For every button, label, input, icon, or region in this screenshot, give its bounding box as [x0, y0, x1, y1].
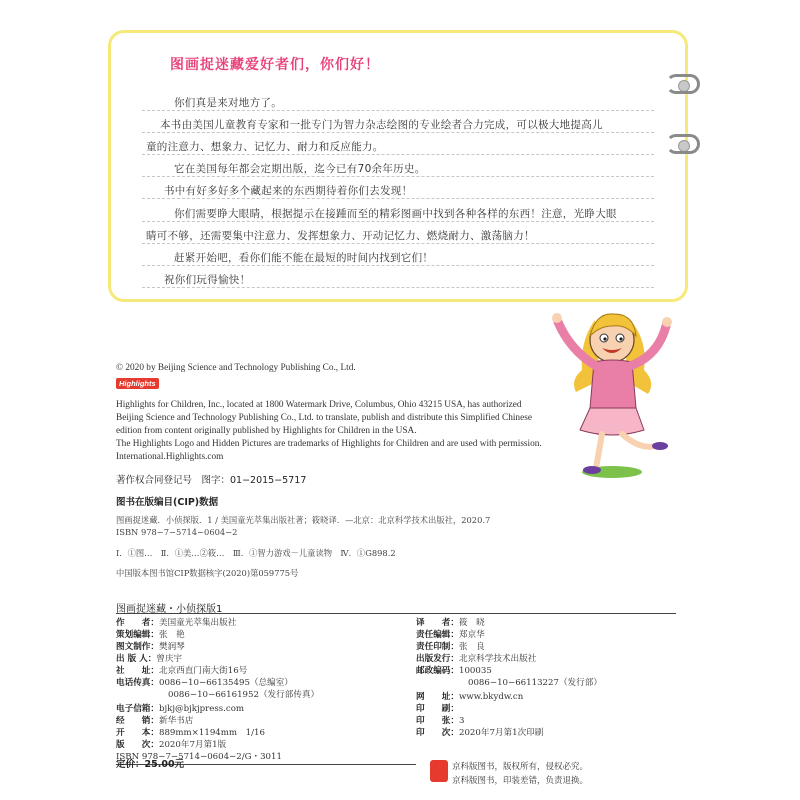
book-title: 图画捉迷藏・小侦探版1: [116, 604, 223, 615]
info-row: 责任编辑：郑京华: [416, 630, 485, 640]
note-line-7: 睛可不够，还需要集中注意力、发挥想象力、开动记忆力、燃烧耐力、激荡脑力！: [146, 230, 535, 242]
info-row: 责任印制：张 良: [416, 642, 485, 652]
info-row: 经 销：新华书店: [116, 716, 194, 726]
rights-line: Highlights for Children, Inc., located at 1800 Watermark Drive, Columbus, Ohio 43215 USA, has authorized: [116, 400, 522, 410]
note-line-1: 你们真是来对地方了。: [174, 97, 282, 109]
cip-heading: 图书在版编目(CIP)数据: [116, 497, 219, 508]
copyright-line: © 2020 by Beijing Science and Technology Publishing Co., Ltd.: [116, 363, 356, 373]
note-title: 图画捉迷藏爱好者们，你们好！: [170, 57, 380, 73]
copyright-registration: 著作权合同登记号 图字：01−2015−5717: [116, 475, 307, 486]
info-row: 0086−10−66161952（发行部传真）: [168, 690, 320, 700]
rights-line: International.Highlights.com: [116, 452, 224, 462]
note-line-3: 童的注意力、想象力、记忆力、耐力和反应能力。: [146, 141, 384, 153]
info-row: 0086−10−66113227（发行部）: [468, 678, 602, 688]
info-row: 出版发行：北京科学技术出版社: [416, 654, 537, 664]
rule-line: [142, 176, 654, 177]
info-row: 电话传真：0086−10−66135495（总编室）: [116, 678, 293, 688]
binder-ring-icon: [666, 134, 700, 154]
rights-line: Beijing Science and Technology Publishing Co., Ltd. to translate, publish and distribute this Simplified Chinese: [116, 413, 532, 423]
info-row: 策划编辑：张 艳: [116, 630, 185, 640]
info-row: 网 址：www.bkydw.cn: [416, 692, 524, 702]
info-row: 社 址：北京西直门南大街16号: [116, 666, 248, 676]
info-row: 开 本：889mm×1194mm 1/16: [116, 728, 265, 738]
info-row: 版 次：2020年7月第1版: [116, 740, 227, 750]
note-line-2: 本书由美国儿童教育专家和一批专门为智力杂志绘图的专业绘者合力完成，可以极大地提高儿: [160, 119, 603, 131]
rule-line: [142, 198, 654, 199]
info-row: ISBN 978−7−5714−0604−2/G・3011: [116, 752, 282, 762]
info-row: 图文制作：樊润琴: [116, 642, 185, 652]
info-row: 印 刷：: [416, 704, 459, 714]
rule-line: [142, 110, 654, 111]
note-line-9: 祝你们玩得愉快！: [164, 274, 251, 286]
cip-isbn: ISBN 978−7−5714−0604−2: [116, 527, 238, 537]
note-line-4: 它在美国每年都会定期出版，迄今已有70余年历史。: [174, 163, 426, 175]
rule-line: [142, 265, 654, 266]
rule-line: [142, 154, 654, 155]
rule-line: [142, 221, 654, 222]
price: 定价：25.00元: [116, 759, 185, 770]
info-row: 印 张：3: [416, 716, 465, 726]
note-line-5: 书中有好多好多个藏起来的东西期待着你们去发现！: [164, 185, 413, 197]
highlights-logo: Highlights: [116, 378, 159, 389]
info-row: 邮政编码：100035: [416, 666, 492, 676]
dancing-girl-illustration: [540, 300, 690, 480]
rights-text: [116, 399, 556, 464]
rule-line: [142, 132, 654, 133]
publisher-logo-icon: [430, 760, 448, 782]
rule-line: [142, 243, 654, 244]
binder-ring-icon: [666, 74, 700, 94]
info-row: 印 次：2020年7月第1次印刷: [416, 728, 544, 738]
publisher-note: 京科版图书，印装差错，负责退换。: [452, 776, 589, 786]
info-row: 译 者：筱 晓: [416, 618, 485, 628]
info-row: 电子信箱：bjkj@bjkjpress.com: [116, 704, 245, 714]
info-row: 出 版 人：曾庆宇: [116, 654, 183, 664]
note-line-6: 你们需要睁大眼睛，根据提示在接踵而至的精彩图画中找到各种各样的东西！注意，光睁大眼: [174, 208, 617, 220]
rights-line: edition from content originally published by Highlights for Children in the USA.: [116, 426, 417, 436]
info-row: 作 者：美国童光萃集出版社: [116, 618, 237, 628]
cip-classification: Ⅰ．①图… Ⅱ．①美…②筱… Ⅲ．①智力游戏－儿童读物 Ⅳ．①G898.2: [116, 548, 396, 558]
note-line-8: 赶紧开始吧，看你们能不能在最短的时间内找到它们！: [174, 252, 434, 264]
rule-line: [142, 287, 654, 288]
rights-line: The Highlights Logo and Hidden Pictures are trademarks of Highlights for Children and are used with permission.: [116, 439, 542, 449]
publisher-note: 京科版图书，版权所有，侵权必究。: [452, 762, 589, 772]
divider: [116, 613, 676, 614]
cip-line: 图画捉迷藏．小侦探版．1 / 美国童光萃集出版社著；筱晓译．—北京：北京科学技术出版社，2020.7: [116, 515, 491, 525]
cip-number: 中国版本图书馆CIP数据核字(2020)第059775号: [116, 568, 299, 578]
